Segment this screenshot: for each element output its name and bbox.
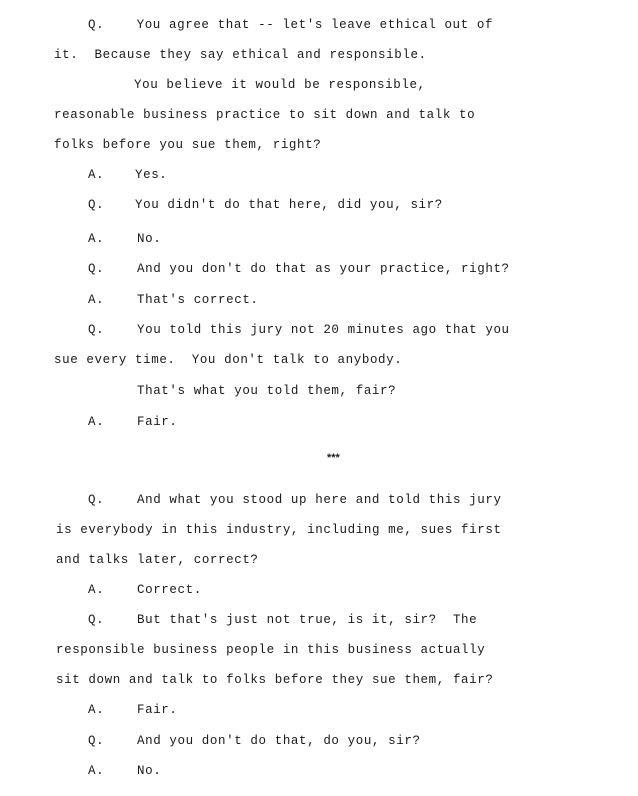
transcript-line: is everybody in this industry, including me, sues first [56,523,502,537]
speaker-label: A. [88,168,105,182]
transcript-line: sue every time. You don't talk to anybody. [54,353,403,367]
transcript-line: Fair. [137,703,178,717]
transcript-line: Fair. [137,415,178,429]
speaker-label: Q. [88,323,105,337]
speaker-label: A. [88,583,105,597]
transcript-line: it. Because they say ethical and responsible. [54,48,427,62]
speaker-label: A. [88,764,105,778]
transcript-line: That's what you told them, fair? [137,384,397,398]
transcript-line: Yes. [135,168,168,182]
speaker-label: Q. [88,734,105,748]
transcript-line: reasonable business practice to sit down and talk to [54,108,476,122]
speaker-label: A. [88,232,105,246]
transcript-line: And what you stood up here and told this jury [137,493,502,507]
transcript-line: You believe it would be responsible, [134,78,426,92]
speaker-label: Q. [88,198,105,212]
transcript-line: That's correct. [137,293,259,307]
speaker-label: Q. [88,262,105,276]
transcript-line: sit down and talk to folks before they sue them, fair? [56,673,494,687]
transcript-line: You told this jury not 20 minutes ago that you [137,323,510,337]
transcript-line: But that's just not true, is it, sir? The [137,613,478,627]
transcript-line: You didn't do that here, did you, sir? [135,198,443,212]
transcript-line: and talks later, correct? [56,553,259,567]
transcript-line: And you don't do that, do you, sir? [137,734,421,748]
transcript-line: No. [137,232,162,246]
transcript-line: folks before you sue them, right? [54,138,322,152]
transcript-line: And you don't do that as your practice, right? [137,262,510,276]
speaker-label: Q. [88,493,105,507]
speaker-label: A. [88,703,105,717]
transcript-line: Q. You agree that -- let's leave ethical out of [88,18,494,32]
transcript-line: Correct. [137,583,202,597]
speaker-label: A. [88,415,105,429]
speaker-label: Q. [88,613,105,627]
transcript-line: No. [137,764,162,778]
section-divider: *** [327,452,340,464]
speaker-label: A. [88,293,105,307]
transcript-line: responsible business people in this business actually [56,643,486,657]
